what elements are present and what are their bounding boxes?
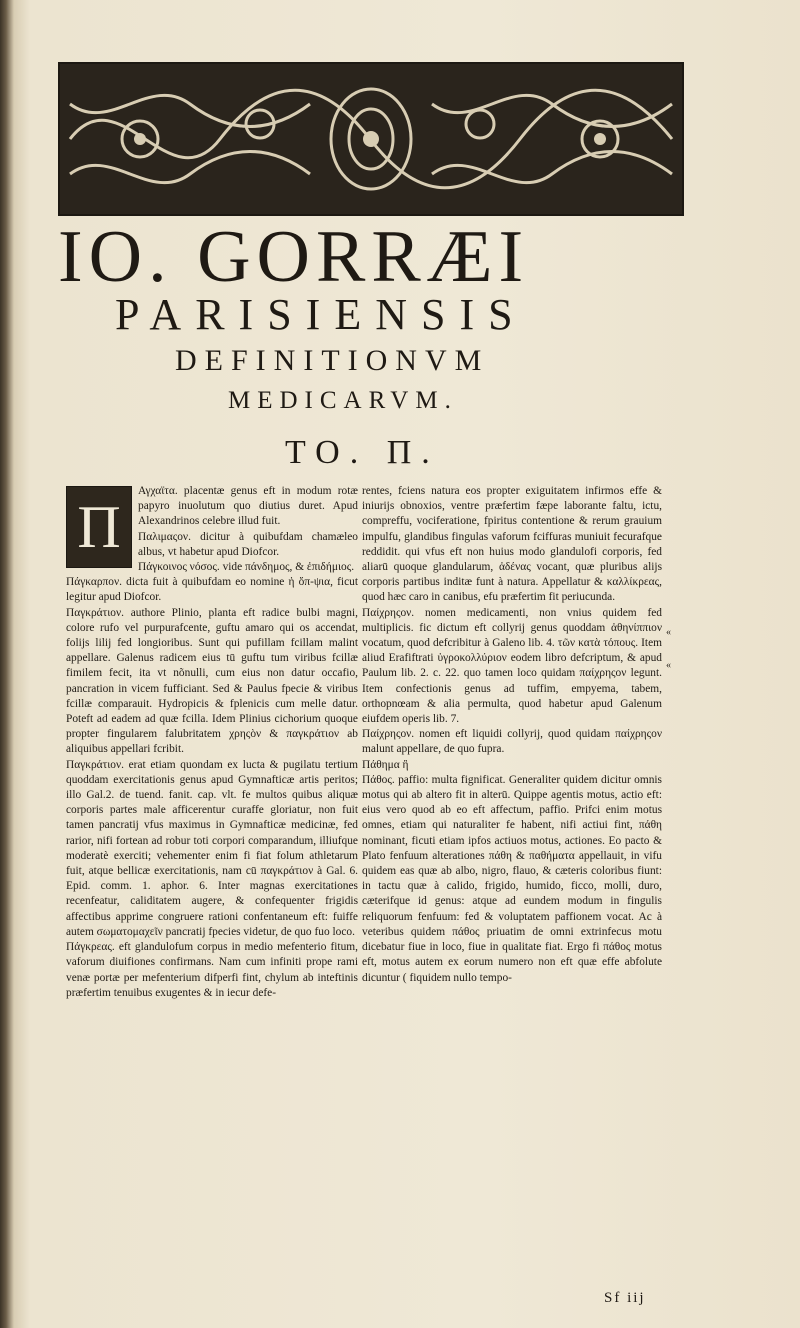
- entry: Πάθος. paffio: multa fignificat. Generaliter quidem dicitur omnis motus qui ab altero fit in alterū. Quippe agentis motus, actio eft: eius vero quod ab eo eft affectum, paffio. Prifci enim motus omnes, etiam qui naturaliter fe habent, nifi actiui fint, πάθη nominant, ficuti etiam ipfos actiuos motus, actiones. Eo pacto & Plato fenfuum alterationes πάθη & παθήματα appellauit, in vifu quidem eas quæ ab albo, nigro, flauo, & cæteris coloribus fiunt: in tactu quæ à calido, frigido, humido, ficco, molli, duro, cæterifque id genus: atque ad eundem modum in fingulis reliquorum fenfuum: fed & voluptatem paffionem vocat. Ac à veteribus quidem πάθος priuatim de omni extrinfecus motu dicebatur fiue in loco, fiue in qualitate fiat. Ergo fi πάθος motus eft, motus autem ex eorum numero non eft quæ effe abfolute dicuntur ( fiquidem nullo tempo-: [362, 773, 662, 984]
- entry: Πάγκρεας. eft glandulofum corpus in medio mefenterio fitum, vaforum diuifiones confirmans. Nam cum infiniti prope rami venæ portæ per mefenterium difperfi fint, chylum ab inteftinis præfertim tenuibus exugentes & in iecur defe-: [66, 941, 358, 999]
- entry: Παγκράτιον. authore Plinio, planta eft radice bulbi magni, colore rufo vel purpurafcente, guftu amaro qui os accendat, folijs lilij fed longioribus. Sunt qui pufillam fcillam malint appellare. Galenus radicem eius tū guftu tum viribus fcillæ fimilem fecit, ita vt nõnulli, cum eius non datur occafio, pancration in vicem fufficiant. Sed & Paulus fpecie & viribus fcillæ comparauit. Hydropicis & fplenicis cum melle datur. Poteft ad eadem ad quæ fcilla. Idem Plinius cichorium quoque propter fingularem falubritatem χρηςὸν & παγκράτιον ab aliquibus appellari fcribit.: [66, 606, 358, 756]
- title-origin: PARISIENSIS: [115, 290, 527, 339]
- entry: Παλιμαςον. dicitur à quibufdam chamæleo albus, vt habetur apud Diofcor.: [138, 530, 358, 558]
- title-work: DEFINITIONVM: [175, 344, 490, 377]
- entry: Παγκράτιον. erat etiam quondam ex lucta & pugilatu tertium quoddam exercitationis genus apud Gymnafticæ artis peritos; illo Gal.2. de tuend. fanit. cap. vlt. fe multos quibus aliquæ corporis partes male afficerentur curaffe gloriatur, non fuit tamen pancratij vfus maximus in Gymnafticæ medicinæ, fed rarior, nifi fortean ad robur toti corpori comparandum, illiufque moderatè exerciti; vehementer enim fi fiat folum athletarum fuit, atque bellicæ exercitationis, nam cū παγκράτιον à Gal. 6. Epid. comm. 1. aphor. 6. Inter magnas exercitationes recenfeatur, caliditatem augere, & confequenter frigidis affectibus apprime congruere rationi confentaneum eft: fuiffe autem σωματομαχεῖν pancratij fpecies videtur, de quo fuo loco.: [66, 758, 358, 938]
- entry: rentes, fciens natura eos propter exiguitatem infirmos effe & iniurijs obnoxios, ventre præfertim fæpe laborante faltu, ictu, compreffu, vociferatione, fpiritus contentione & rerum grauium impulfu, glandibus fingulas vaforum fciffuras muniuit fecurafque reddidit. qui vfus eft non huius modo glandulofi corporis, fed aliarū quoque glandularum, ἀδένας vocant, quæ pluribus alijs corporis partibus inditæ funt à natura. Appellatur & καλλίκρεας, quod hæc caro in canibus, efu præfertim fit periucunda.: [362, 485, 662, 604]
- margin-quote-mark: «: [666, 627, 671, 638]
- entry: Παίχρηςον. nomen eft liquidi collyrij, quod quidam παίχρηςον malunt appellare, de quo fupra.: [362, 728, 662, 756]
- ornamental-initial-icon: Π: [66, 486, 132, 568]
- margin-quote-mark: «: [666, 660, 671, 671]
- right-column: [362, 484, 662, 986]
- entry: Πάγκοινος νόσος. vide πάνδημος, & ἐπιδήμιος.: [138, 561, 355, 574]
- left-column: [66, 484, 358, 1001]
- decorative-banner-icon: [58, 62, 684, 216]
- entry: Αγχαϊτα. placentæ genus eft in modum rotæ papyro inuolutum quo diutius duret. Apud Alexandrinos celebre illud fuit.: [138, 485, 358, 528]
- title-author: IO. GORRÆI: [58, 216, 530, 298]
- entry: Παίχρηςον. nomen medicamenti, non vnius quidem fed multiplicis. fic dictum eft collyrij genus quoddam ἀθηνίππιον vocatum, quod defcribitur à Galeno lib. 4. τῶν κατὰ τόπους. Item aliud Erafiftrati ὑγροκολλύριον eodem libro defcriptum, & apud Paulum lib. 2. c. 22. quo tamen loco quidam παίχρηςον legunt. Item confectionis genus ad tuffim, empyema, tabem, orthopnœam & alia permulta, quod habetur apud Galenum eiufdem operis lib. 7.: [362, 606, 662, 726]
- entry: Πάγκαρπον. dicta fuit à quibufdam eo nomine ἡ ὅπ-ψια, ficut legitur apud Diofcor.: [66, 576, 358, 604]
- title-subject: MEDICARVM.: [228, 387, 458, 414]
- entry: Πάθημα ἢ: [362, 758, 409, 771]
- title-volume: TO. Π.: [285, 434, 440, 471]
- signature-mark: Sf iij: [604, 1290, 646, 1306]
